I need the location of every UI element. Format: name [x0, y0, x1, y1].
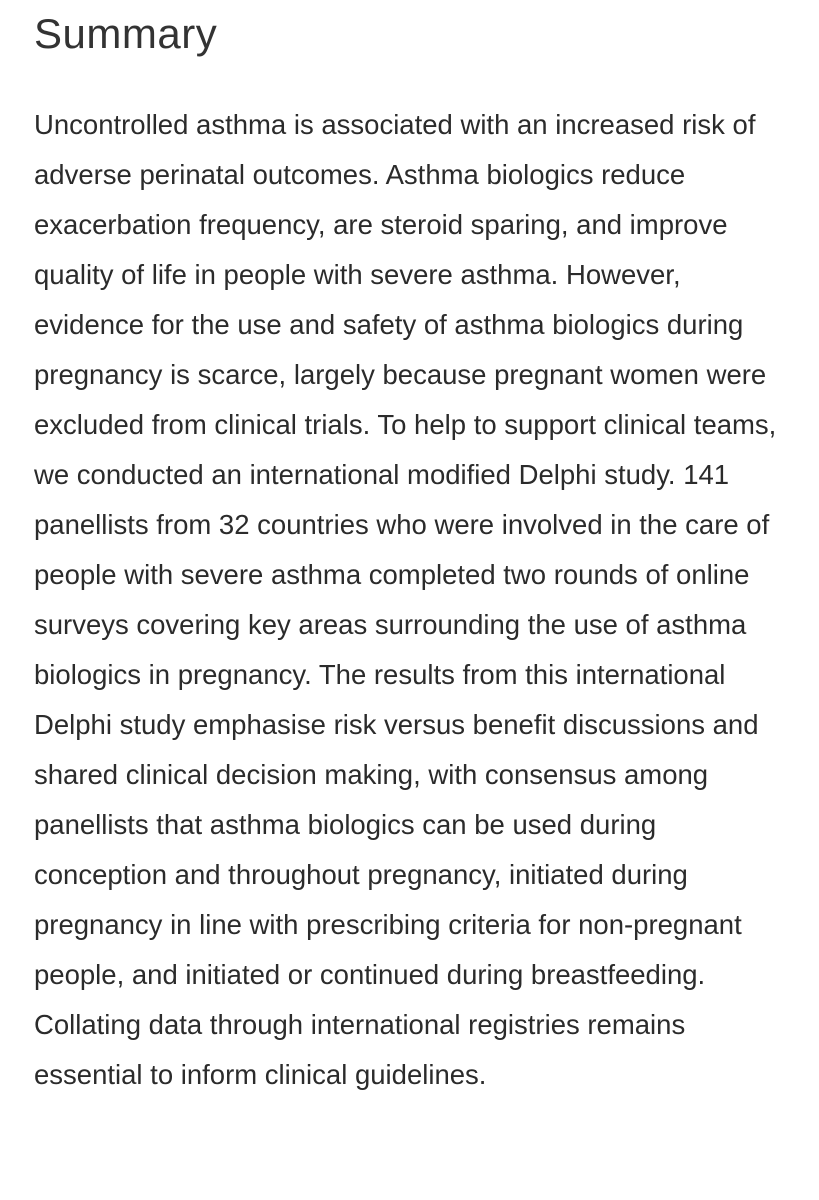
section-title: Summary [34, 10, 218, 57]
summary-section [34, 0, 804, 1100]
summary-paragraph: Uncontrolled asthma is associated with an increased risk of adverse perinatal outcomes. Asthma biologics reduce exacerbation frequency, are steroid sparing, and improve quality of life in people with severe asthma. However, evidence for the use and safety of asthma biologics during pregnancy is scarce, largely because pregnant women were excluded from clinical trials. To help to support clinical teams, we conducted an international modified Delphi study. 141 panellists from 32 countries who were involved in the care of people with severe asthma completed two rounds of online surveys covering key areas surrounding the use of asthma biologics in pregnancy. The results from this international Delphi study emphasise risk versus benefit discussions and shared clinical decision making, with consensus among panellists that asthma biologics can be used during conception and throughout pregnancy, initiated during pregnancy in line with prescribing criteria for non-pregnant people, and initiated or continued during breastfeeding. Collating data through international registries remains essential to inform clinical guidelines. [34, 109, 777, 1090]
